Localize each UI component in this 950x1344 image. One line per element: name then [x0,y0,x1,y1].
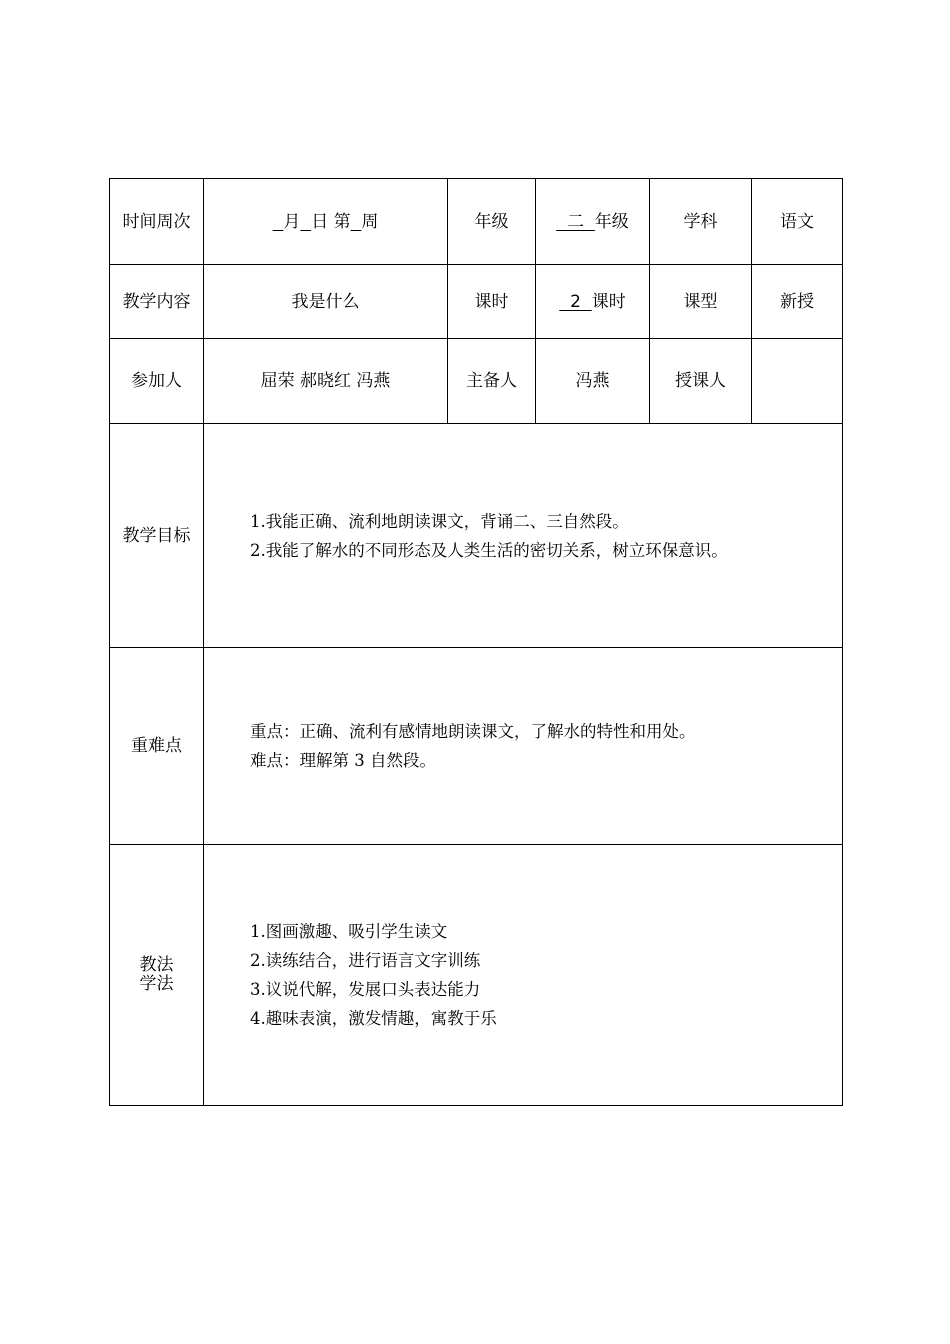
participants-value: 屈荣 郝晓红 冯燕 [204,339,448,424]
teacher-label: 授课人 [650,339,752,424]
lesson-plan-table [109,178,843,1106]
key-points-content [204,648,843,845]
day-text: 日 第 [311,211,351,232]
month-text: 月 [283,211,301,232]
goal-line: 2.我能了解水的不同形态及人类生活的密切关系，树立环保意识。 [250,540,728,560]
period-suffix: 课时 [591,291,626,312]
row-goals [110,424,843,648]
participants-label: 参加人 [110,339,204,424]
row-content [110,265,843,339]
key-point-line: 重点：正确、流利有感情地朗读课文，了解水的特性和用处。 [250,722,696,741]
method-line: 3.议说代解，发展口头表达能力 [250,980,481,999]
period-label: 课时 [448,265,536,339]
week-blank [351,212,362,232]
subject-label: 学科 [650,179,752,265]
grade-value: 二 [556,211,595,232]
month-blank [273,212,284,232]
key-points-label: 重难点 [110,648,204,845]
row-methods [110,845,843,1106]
method-line: 4.趣味表演，激发情趣，寓教于乐 [250,1009,497,1028]
lead-preparer-value: 冯燕 [536,339,650,424]
day-blank [300,212,311,232]
teaching-goals-label: 教学目标 [110,424,204,648]
method-line: 2.读练结合，进行语言文字训练 [250,951,481,970]
grade-label: 年级 [448,179,536,265]
period-value: 2 [559,291,592,312]
lesson-type-value: 新授 [752,265,843,339]
grade-suffix: 年级 [594,211,629,232]
teacher-value [752,339,843,424]
methods-content [204,845,843,1106]
lesson-type-label: 课型 [650,265,752,339]
methods-label-line1: 教法 [139,955,174,975]
methods-label-line2: 学法 [139,974,174,994]
key-point-line: 难点：理解第 3 自然段。 [250,751,436,770]
week-text: 周 [361,211,379,232]
goal-line: 1.我能正确、流利地朗读课文，背诵二、三自然段。 [250,511,629,531]
row-key-points [110,648,843,845]
teaching-content-label: 教学内容 [110,265,204,339]
row-participants [110,339,843,424]
subject-value: 语文 [752,179,843,265]
date-cell [204,179,448,265]
lead-preparer-label: 主备人 [448,339,536,424]
grade-cell [536,179,650,265]
time-week-label: 时间周次 [110,179,204,265]
row-time [110,179,843,265]
teaching-goals-content [204,424,843,648]
teaching-content-value: 我是什么 [204,265,448,339]
period-cell [536,265,650,339]
method-line: 1.图画激趣、吸引学生读文 [250,922,448,941]
methods-label [110,845,204,1106]
